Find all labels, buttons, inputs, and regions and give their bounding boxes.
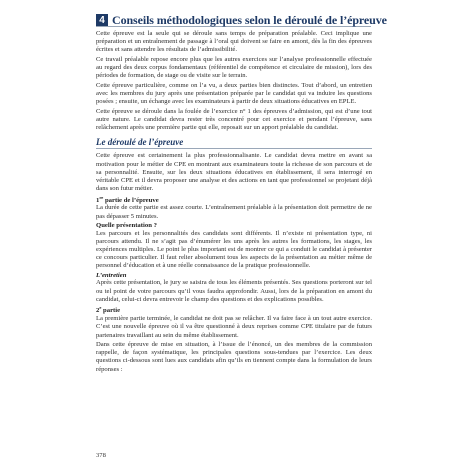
intro-paragraph: Cette épreuve particulière, comme on l’a vu, a deux parties bien distinctes. Tout d’abord, un entretien avec les membres du jury après une présentation préparée par le candidat qui va induire les questions posées ; ensuite, un échange avec les examinateurs à partir de deux situations éducatives en EPLE.: [96, 81, 372, 106]
part1-number: 1: [96, 196, 100, 204]
part1-text: La durée de cette partie est assez courte. L’entraînement préalable à la présentation doit permettre de ne pas dépasser 5 minutes.: [96, 204, 372, 220]
part2-heading: [96, 305, 372, 314]
intro-paragraph: Ce travail préalable repose encore plus que les autres exercices sur l’analyse professionnelle effectuée au regard des deux corpus fondamentaux (référentiel de compétence et circulaire de mission), lors des périodes de formation, de stage ou de visite sur le terrain.: [96, 55, 372, 80]
part2-ordinal: e: [99, 305, 102, 311]
presentation-heading: Quelle présentation ?: [96, 222, 157, 230]
part2-heading-rest: partie: [101, 307, 121, 315]
part2-paragraph: Dans cette épreuve de mise en situation, à l’issue de l’énoncé, un des membres de la commission rappelle, de façon systématique, les principales questions sous-tendues par l’exercice. Les deux questions ci-dessous sont lues aux candidats afin qu’ils en tiennent compte dans la formulation de leurs réponses :: [96, 341, 372, 373]
intro-paragraph: Cette épreuve se déroule dans la foulée de l’exercice n° 1 des épreuves d’admission, qui est d’une tout autre nature. Le candidat devra rester très concentré pour cet exercice et pendant l’épreuve, sans relâchement après une première partie qui elle, reposait sur un apport préalable du candidat.: [96, 107, 372, 132]
intro-paragraph: Cette épreuve est la seule qui se déroule sans temps de préparation préalable. Ceci implique une préparation et un entraînement de passage à l’oral qui doivent se faire en amont, dès la fin des épreuves écrites et sans attendre les résultats de l’admissibilité.: [96, 30, 372, 54]
subsection-paragraph: Cette épreuve est certainement la plus professionnalisante. Le candidat devra mettre en avant sa motivation pour le métier de CPE en montrant aux examinateurs toute la richesse de son parcours et de sa personnalité. Ensuite, sur les deux situations éducatives en établissement, il sera interrogé en véritable CPE et il devra proposer une analyse et des actions en tant que professionnel se projetant déjà dans son futur métier.: [96, 152, 372, 192]
part1-ordinal: re: [99, 194, 104, 200]
section-number-badge: 4: [96, 14, 108, 26]
part2-paragraph: La première partie terminée, le candidat ne doit pas se relâcher. Il va faire face à un tout autre exercice. C’est une nouvelle épreuve où il va être questionné à deux reprises comme CPE titulaire par de futurs partenaires travaillant au sein du même établissement.: [96, 315, 372, 339]
part2-number: 2: [96, 307, 100, 315]
presentation-paragraph: Les parcours et les personnalités des candidats sont différents. Il n’existe ni présentation type, ni parcours attendu. Il ne s’agit pas d’énumérer les uns après les autres les formations, les stages, les expériences multiples. Le point le plus important est de montrer ce qui a conduit le candidat à présenter ce concours particulier. Il faut relier absolument tous les aspects de la présentation au métier même de personnel d’éducation et à une réelle connaissance de la pratique professionnelle.: [96, 229, 372, 270]
entretien-heading: L’entretien: [96, 271, 127, 279]
section-title: Conseils méthodologiques selon le déroulé de l’épreuve: [112, 13, 387, 27]
subsection-title: Le déroulé de l’épreuve: [96, 137, 372, 149]
entretien-paragraph: Après cette présentation, le jury se saisira de tous les éléments présentés. Ses questions porteront sur tel ou tel point de votre parcours qu’il vous faudra approfondir. Aussi, lors de la préparation en amont du candidat, celui-ci devra entrevoir le champ des questions et des explications possibles.: [96, 279, 372, 303]
page-number: 378: [96, 452, 106, 459]
page-body: [96, 30, 372, 375]
part1-heading-rest: partie de l’épreuve: [103, 196, 159, 204]
section-header: [96, 13, 387, 27]
part1-heading: [96, 195, 372, 204]
